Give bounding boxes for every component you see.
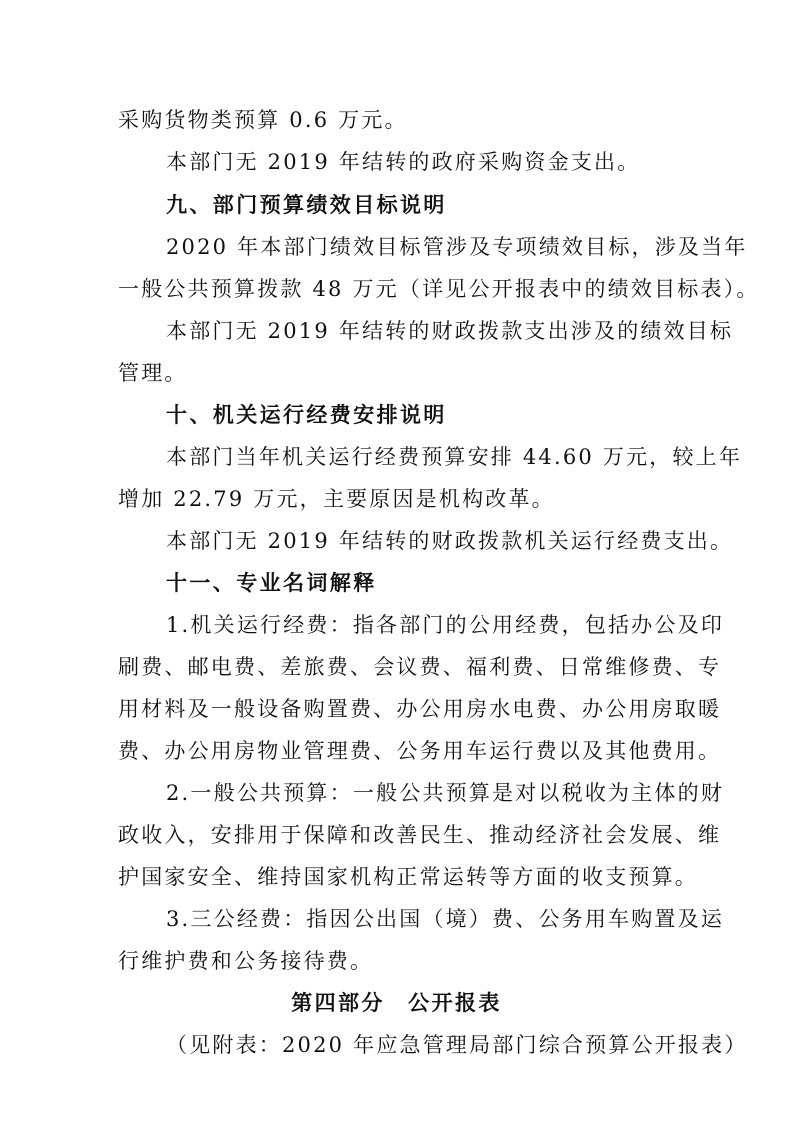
part-four-heading: 第四部分 公开报表 bbox=[291, 991, 502, 1015]
section-heading-11: 十一、专业名词解释 bbox=[166, 571, 377, 595]
paragraph-operating-cost-line1: 本部门当年机关运行经费预算安排 44.60 万元，较上年 bbox=[166, 445, 743, 469]
term-1-line3: 用材料及一般设备购置费、办公用房水电费、办公用房取暖 bbox=[118, 697, 722, 721]
term-2-line1: 2.一般公共预算：一般公共预算是对以税收为主体的财 bbox=[166, 781, 725, 805]
term-1-line1: 1.机关运行经费：指各部门的公用经费，包括办公及印 bbox=[166, 613, 725, 637]
paragraph-no-carryover-procurement: 本部门无 2019 年结转的政府采购资金支出。 bbox=[166, 150, 641, 174]
term-1-line2: 刷费、邮电费、差旅费、会议费、福利费、日常维修费、专 bbox=[118, 655, 722, 679]
term-3-line1: 3.三公经费：指因公出国（境）费、公务用车购置及运 bbox=[166, 907, 725, 931]
paragraph-operating-cost-line2: 增加 22.79 万元，主要原因是机构改革。 bbox=[118, 487, 555, 511]
section-heading-10: 十、机关运行经费安排说明 bbox=[166, 403, 447, 427]
term-3-line2: 行维护费和公务接待费。 bbox=[118, 949, 374, 973]
paragraph-procurement-goods: 采购货物类预算 0.6 万元。 bbox=[118, 108, 408, 132]
term-2-line3: 护国家安全、维持国家机构正常运转等方面的收支预算。 bbox=[118, 865, 698, 889]
section-heading-9: 九、部门预算绩效目标说明 bbox=[166, 193, 447, 217]
term-1-line4: 费、办公用房物业管理费、公务用车运行费以及其他费用。 bbox=[118, 739, 722, 763]
paragraph-performance-carryover-line1: 本部门无 2019 年结转的财政拨款支出涉及的绩效目标 bbox=[166, 319, 734, 343]
paragraph-performance-carryover-line2: 管理。 bbox=[118, 361, 188, 385]
paragraph-operating-cost-carryover: 本部门无 2019 年结转的财政拨款机关运行经费支出。 bbox=[166, 529, 734, 553]
paragraph-performance-line2: 一般公共预算拨款 48 万元（详见公开报表中的绩效目标表）。 bbox=[118, 277, 760, 301]
term-2-line2: 政收入，安排用于保障和改善民生、推动经济社会发展、维 bbox=[118, 823, 722, 847]
attachment-note: （见附表：2020 年应急管理局部门综合预算公开报表） bbox=[166, 1033, 748, 1057]
paragraph-performance-line1: 2020 年本部门绩效目标管涉及专项绩效目标，涉及当年 bbox=[166, 235, 748, 259]
